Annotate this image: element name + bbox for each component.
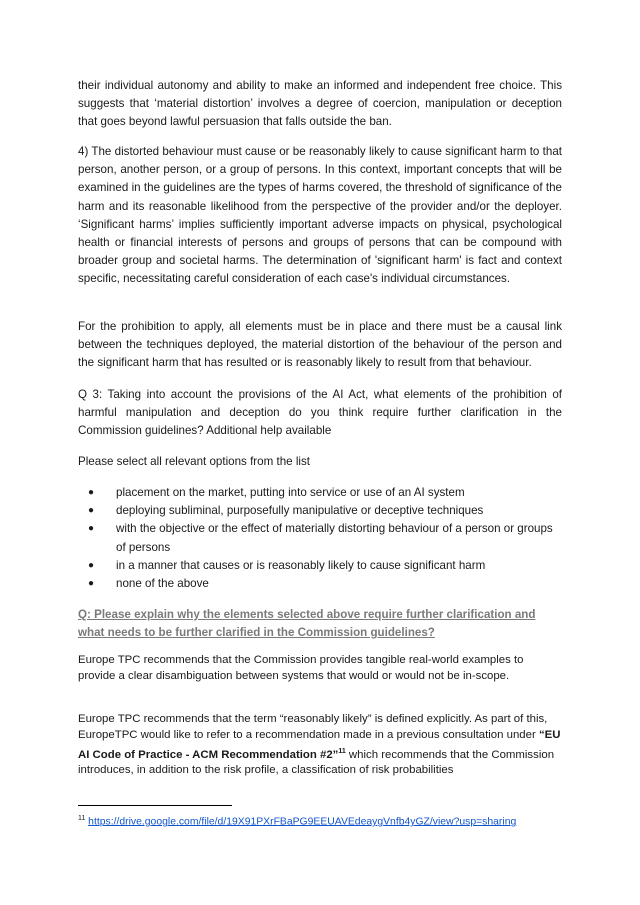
paragraph-question-3: Q 3: Taking into account the provisions of the AI Act, what elements of the prohibition of harmful manipulation and deception do you think require further clarification in the Commission guidelines? Additional help available [78, 388, 562, 438]
option-item [78, 502, 562, 520]
question-line-2: what needs to be further clarified in the Commission guidelines? [78, 626, 435, 639]
bullet-icon: ● [88, 523, 95, 535]
answer-paragraph-examples: Europe TPC recommends that the Commission provides tangible real-world examples to provide a clear disambiguation between systems that would or would not be in-scope. [78, 654, 524, 682]
answer-text-continued: which recommends that the Commission introduces, in addition to the risk profile, a classification of risk probabilities [78, 748, 555, 777]
bullet-icon: ● [88, 487, 95, 498]
paragraph-significant-harm: 4) The distorted behaviour must cause or be reasonably likely to cause significant harm to that person, another person, or a group of persons. In this context, important concepts that will be examined in the guidelines are the types of harms covered, the threshold of significance of the harm and its reasonable likelihood from the perspective of the provider and/or the deployer. ‘Significant harms’ implies sufficiently important adverse impacts on physical, psychological health or financial interests of persons and groups of persons that can be compound with broader group and societal harms. The determination of 'significant harm' is fact and context specific, necessitating careful consideration of each case's individual circumstances. [78, 145, 562, 286]
footnote-link[interactable]: https://drive.google.com/file/d/19X91PXrFBaPG9EEUAVEdeaygVnfb4yGZ/view?usp=sharing [88, 816, 517, 828]
option-label: with the objective or the effect of materially distorting behaviour of a person or groups of persons [116, 522, 553, 554]
bullet-icon: ● [88, 505, 95, 517]
options-list [78, 484, 562, 593]
footnote-divider [78, 805, 232, 806]
paragraph-prohibition-elements: For the prohibition to apply, all elements must be in place and there must be a causal link between the techniques deployed, the material distortion of the behaviour of the person and the significant harm that has resulted or is reasonably likely to result from that behaviour. [78, 320, 562, 370]
paragraph-select-instruction: Please select all relevant options from the list [78, 455, 310, 468]
option-label: deploying subliminal, purposefully manipulative or deceptive techniques [116, 504, 484, 518]
option-item [78, 557, 562, 575]
bullet-icon: ● [88, 559, 95, 571]
option-label: none of the above [116, 577, 209, 591]
footnote [78, 812, 562, 829]
answer-text-intro: Europe TPC recommends that the term “reasonably likely” is defined explicitly. As part of this, EuropeTPC would like to refer to a recommendation made in a previous consultation under [78, 713, 548, 741]
question-line-1: Q: Please explain why the elements selected above require further clarification and [78, 608, 536, 621]
bullet-icon: ● [88, 578, 95, 590]
footnote-number: 11 [78, 815, 86, 822]
footnote-marker[interactable]: 11 [338, 747, 346, 755]
option-item [78, 520, 562, 556]
option-item [78, 575, 562, 593]
answer-paragraph-reasonably-likely [78, 712, 562, 779]
option-label: placement on the market, putting into service or use of an AI system [116, 486, 465, 499]
recommendation-reference: “EU AI Code of Practice - ACM Recommendation #2” [78, 728, 561, 761]
option-item [78, 484, 562, 502]
option-label: in a manner that causes or is reasonably likely to cause significant harm [116, 558, 486, 572]
paragraph-autonomy: their individual autonomy and ability to make an informed and independent free choice. This suggests that ‘material distortion’ involves a degree of coercion, manipulation or deception that goes beyond lawful persuasion that falls outside the ban. [78, 79, 562, 129]
explain-question-heading [78, 606, 562, 642]
